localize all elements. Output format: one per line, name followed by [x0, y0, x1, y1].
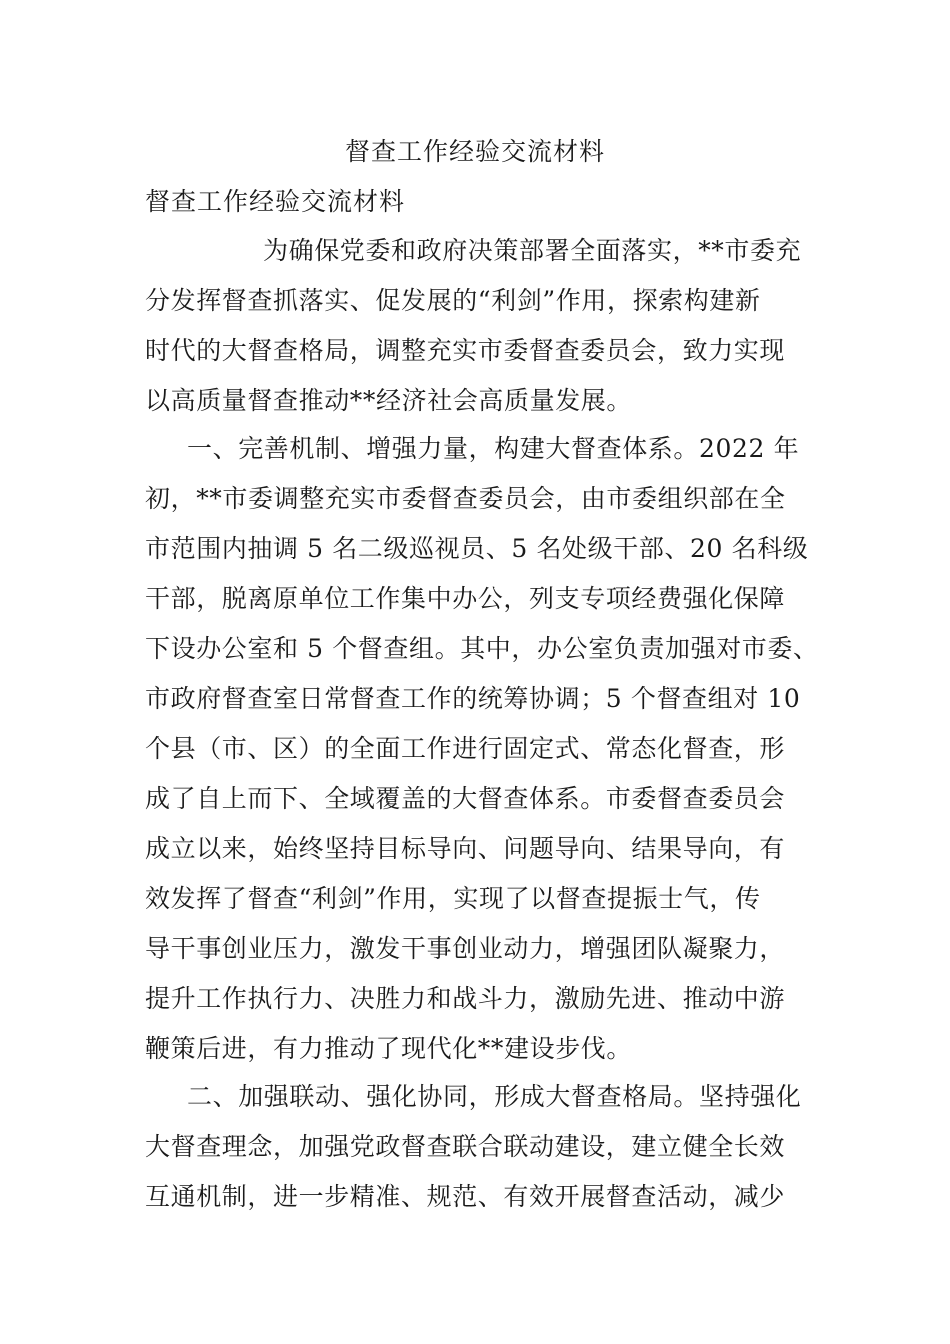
- paragraph-line: 以高质量督查推动**经济社会高质量发展。: [145, 386, 633, 415]
- paragraph-line: 下设办公室和 5 个督查组。其中，办公室负责加强对市委、: [145, 634, 819, 663]
- paragraph-line: 市范围内抽调 5 名二级巡视员、5 名处级干部、20 名科级: [145, 534, 809, 563]
- paragraph-line: 初，**市委调整充实市委督查委员会，由市委组织部在全: [145, 484, 786, 513]
- paragraph-line: 市政府督查室日常督查工作的统筹协调；5 个督查组对 10: [145, 684, 801, 713]
- paragraph-line: 成了自上而下、全域覆盖的大督查体系。市委督查委员会: [145, 784, 786, 813]
- paragraph-line: 一、完善机制、增强力量，构建大督查体系。2022 年: [187, 434, 800, 463]
- paragraph-line: 提升工作执行力、决胜力和战斗力，激励先进、推动中游: [145, 984, 786, 1013]
- paragraph-line: 导干事创业压力，激发干事创业动力，增强团队凝聚力，: [145, 934, 786, 963]
- document-title: 督查工作经验交流材料: [344, 137, 605, 166]
- paragraph-line: 分发挥督查抓落实、促发展的“利剑”作用，探索构建新: [145, 286, 761, 315]
- paragraph-line: 为确保党委和政府决策部署全面落实，**市委充: [263, 236, 802, 265]
- paragraph-section-1: [145, 424, 825, 1074]
- paragraph-line: 二、加强联动、强化协同，形成大督查格局。坚持强化: [187, 1082, 802, 1111]
- paragraph-line: 大督查理念，加强党政督查联合联动建设，建立健全长效: [145, 1132, 786, 1161]
- paragraph-line: 成立以来，始终坚持目标导向、问题导向、结果导向，有: [145, 834, 786, 863]
- document-subtitle: 督查工作经验交流材料: [145, 187, 406, 216]
- paragraph-intro: [145, 226, 825, 426]
- paragraph-line: 鞭策后进，有力推动了现代化**建设步伐。: [145, 1034, 633, 1063]
- paragraph-line: 干部，脱离原单位工作集中办公，列支专项经费强化保障: [145, 584, 786, 613]
- paragraph-line: 时代的大督查格局，调整充实市委督查委员会，致力实现: [145, 336, 786, 365]
- paragraph-line: 个县（市、区）的全面工作进行固定式、常态化督查，形: [145, 734, 786, 763]
- paragraph-line: 互通机制，进一步精准、规范、有效开展督查活动，减少: [145, 1182, 786, 1211]
- paragraph-line: 效发挥了督查“利剑”作用，实现了以督查提振士气，传: [145, 884, 761, 913]
- paragraph-section-2: [145, 1072, 825, 1222]
